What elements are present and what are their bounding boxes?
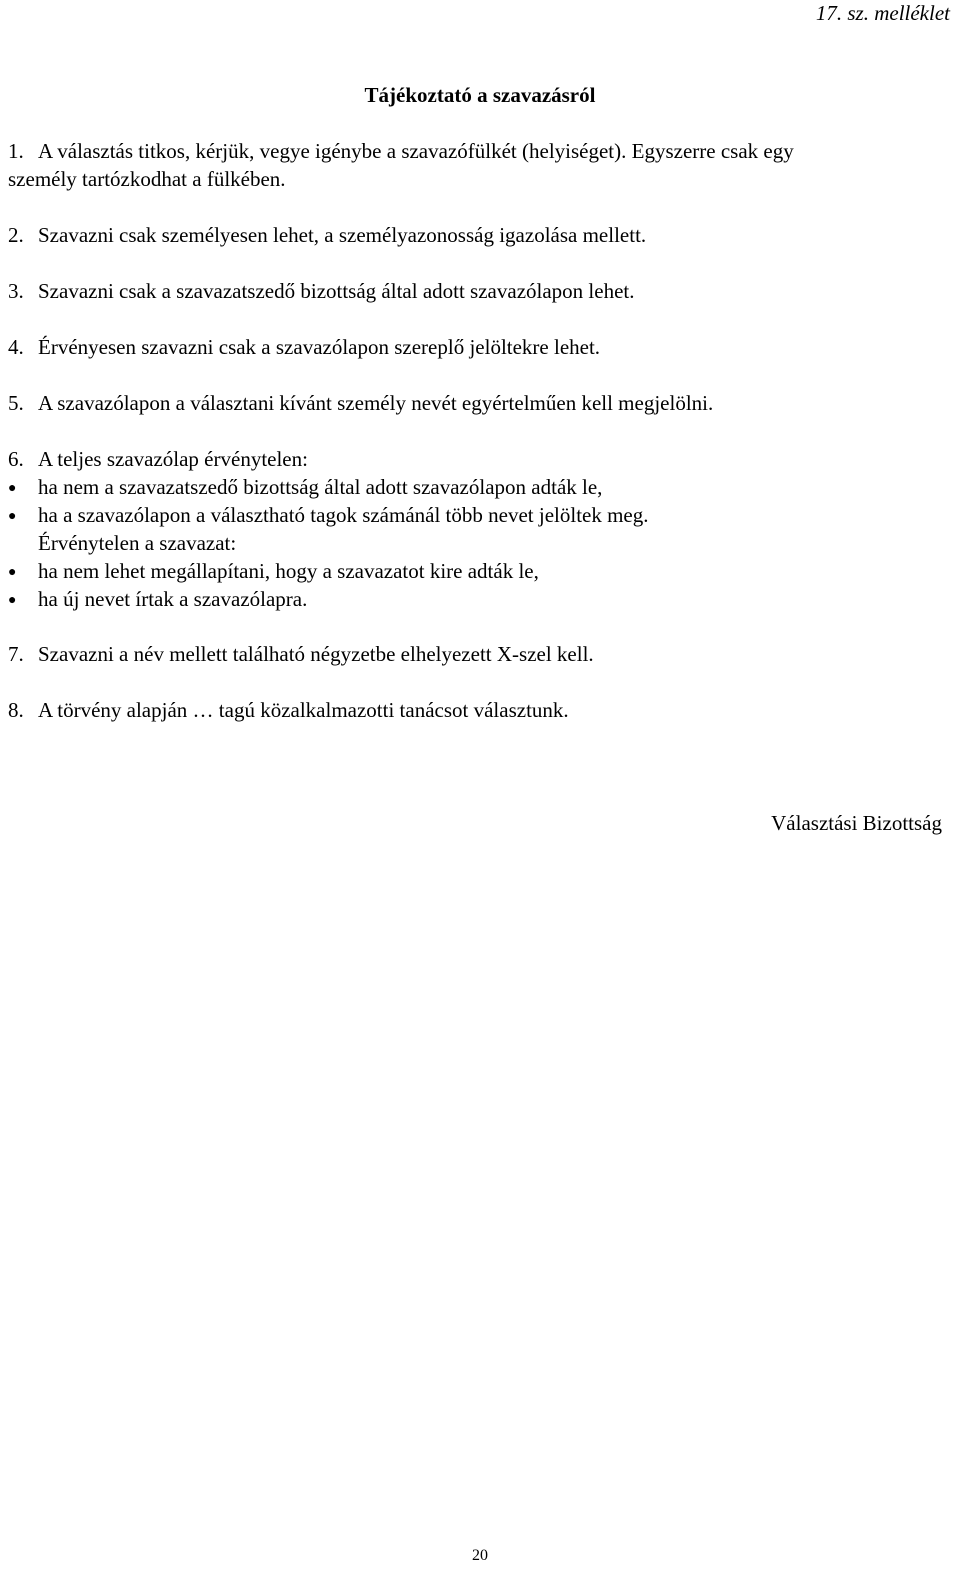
item-text: A teljes szavazólap érvénytelen: xyxy=(38,447,308,471)
item-number: 7. xyxy=(8,642,24,666)
bullet-item xyxy=(8,502,649,530)
bullet-icon: ● xyxy=(8,593,17,608)
item-text: Szavazni a név mellett található négyzetbe elhelyezett X-szel kell. xyxy=(38,642,594,666)
list-item-8 xyxy=(8,697,569,723)
document-title: Tájékoztató a szavazásról xyxy=(364,83,596,107)
bullet-text: ha nem a szavazatszedő bizottság által adott szavazólapon adták le, xyxy=(38,475,603,499)
bullet-text: ha nem lehet megállapítani, hogy a szavazatot kire adták le, xyxy=(38,559,539,583)
bullet-item xyxy=(8,474,602,502)
list-item-1-continuation xyxy=(8,166,286,192)
list-item-1 xyxy=(8,138,794,164)
page-number: 20 xyxy=(472,1547,488,1564)
bullet-icon: ● xyxy=(8,481,17,496)
signature: Választási Bizottság xyxy=(771,811,942,835)
item-number: 3. xyxy=(8,279,24,303)
bullet-text: ha új nevet írtak a szavazólapra. xyxy=(38,587,308,611)
item-number: 6. xyxy=(8,447,24,471)
item-number: 4. xyxy=(8,335,24,359)
bullet-icon: ● xyxy=(8,509,17,524)
item-number: 2. xyxy=(8,223,24,247)
list-item-6 xyxy=(8,446,308,472)
list-item-4 xyxy=(8,334,600,360)
item-number: 1. xyxy=(8,139,24,163)
item-text: Szavazni csak a szavazatszedő bizottság által adott szavazólapon lehet. xyxy=(38,279,635,303)
invalid-vote-heading: Érvénytelen a szavazat: xyxy=(38,531,237,555)
item-number: 8. xyxy=(8,698,24,722)
item-text-line2: személy tartózkodhat a fülkében. xyxy=(8,167,286,191)
item-text: Érvényesen szavazni csak a szavazólapon szereplő jelöltekre lehet. xyxy=(38,335,601,359)
item-number: 5. xyxy=(8,391,24,415)
bullet-item xyxy=(8,558,539,586)
list-item-3 xyxy=(8,278,634,304)
list-item-2 xyxy=(8,222,646,248)
item-text-line1: A választás titkos, kérjük, vegye igénybe a szavazófülkét (helyiséget). Egyszerre csak egy xyxy=(38,139,794,163)
list-item-5 xyxy=(8,390,713,416)
annex-label: 17. sz. melléklet xyxy=(815,1,950,25)
item-text: A szavazólapon a választani kívánt személy nevét egyértelműen kell megjelölni. xyxy=(38,391,714,415)
list-item-7 xyxy=(8,641,594,667)
bullet-icon: ● xyxy=(8,565,17,580)
bullet-text: ha a szavazólapon a választható tagok számánál több nevet jelöltek meg. xyxy=(38,503,649,527)
item-text: Szavazni csak személyesen lehet, a személyazonosság igazolása mellett. xyxy=(38,223,647,247)
bullet-item xyxy=(8,586,307,614)
item-text: A törvény alapján … tagú közalkalmazotti tanácsot választunk. xyxy=(38,698,569,722)
